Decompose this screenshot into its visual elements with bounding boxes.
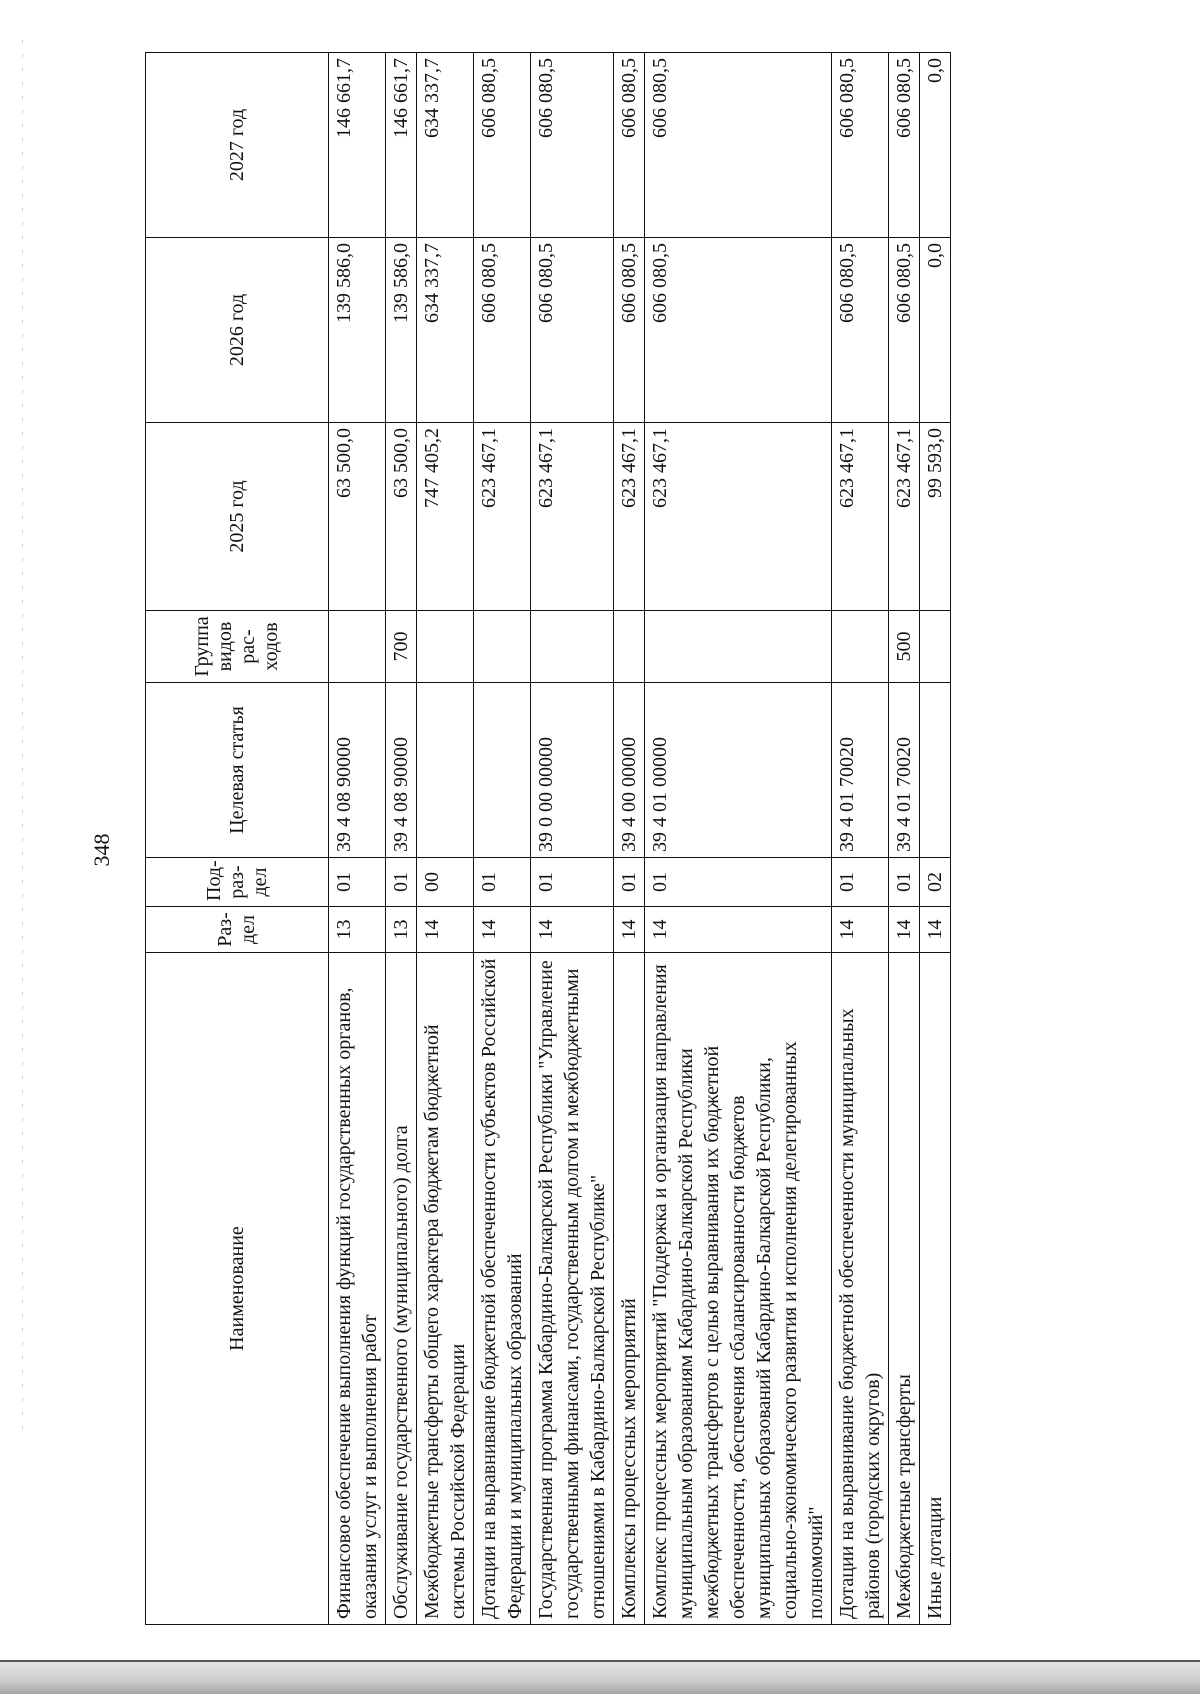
table-row <box>614 53 645 1625</box>
cell-target-article <box>920 683 951 858</box>
cell-section: 14 <box>832 907 889 953</box>
header-subsection: Под-раз-дел <box>146 858 329 907</box>
cell-y2025: 623 467,1 <box>889 423 920 611</box>
cell-expense-group <box>329 611 386 683</box>
cell-target-article <box>474 683 531 858</box>
table-row <box>531 53 614 1625</box>
cell-y2027: 606 080,5 <box>832 53 889 238</box>
cell-y2027: 0,0 <box>920 53 951 238</box>
budget-table <box>145 52 951 1625</box>
cell-name: Межбюджетные трансферты <box>889 953 920 1625</box>
cell-name: Комплекс процессных мероприятий "Поддержка и организация направления муниципальным образованиям Кабардино-Балкарской Республики межбюджетных трансфертов с целью выравнивания их бюджетной обеспеченности, обеспечения сбалансированности бюджетов муниципальных образований Кабардино-Балкарской Республики, социально-экономического развития и исполнения делегированных полномочий" <box>645 953 832 1625</box>
cell-y2027: 146 661,7 <box>386 53 417 238</box>
cell-target-article: 39 4 01 70020 <box>832 683 889 858</box>
cell-y2026: 606 080,5 <box>531 238 614 423</box>
table-row <box>832 53 889 1625</box>
cell-subsection: 01 <box>386 858 417 907</box>
cell-y2027: 146 661,7 <box>329 53 386 238</box>
cell-y2026: 606 080,5 <box>614 238 645 423</box>
cell-target-article: 39 4 08 90000 <box>329 683 386 858</box>
header-target-article: Целевая статья <box>146 683 329 858</box>
cell-subsection: 00 <box>417 858 474 907</box>
rotated-table-container <box>145 53 1045 1625</box>
cell-subsection: 01 <box>531 858 614 907</box>
cell-target-article <box>417 683 474 858</box>
cell-y2025: 623 467,1 <box>531 423 614 611</box>
cell-expense-group <box>832 611 889 683</box>
cell-subsection: 01 <box>889 858 920 907</box>
cell-y2025: 623 467,1 <box>832 423 889 611</box>
cell-section: 14 <box>920 907 951 953</box>
cell-section: 14 <box>474 907 531 953</box>
cell-y2027: 606 080,5 <box>531 53 614 238</box>
cell-target-article: 39 4 00 00000 <box>614 683 645 858</box>
header-2026: 2026 год <box>146 238 329 423</box>
cell-y2025: 747 405,2 <box>417 423 474 611</box>
cell-name: Дотации на выравнивание бюджетной обеспеченности муниципальных районов (городских округов) <box>832 953 889 1625</box>
cell-name: Государственная программа Кабардино-Балкарской Республики "Управление государственными финансами, государственным долгом и межбюджетными отношениями в Кабардино-Балкарской Республике" <box>531 953 614 1625</box>
table-row <box>645 53 832 1625</box>
cell-section: 14 <box>531 907 614 953</box>
cell-name: Финансовое обеспечение выполнения функций государственных органов, оказания услуг и выполнения работ <box>329 953 386 1625</box>
cell-y2026: 606 080,5 <box>645 238 832 423</box>
cell-subsection: 01 <box>614 858 645 907</box>
cell-target-article: 39 4 08 90000 <box>386 683 417 858</box>
cell-expense-group <box>531 611 614 683</box>
cell-y2026: 606 080,5 <box>832 238 889 423</box>
cell-expense-group <box>474 611 531 683</box>
cell-y2027: 606 080,5 <box>645 53 832 238</box>
cell-y2027: 606 080,5 <box>889 53 920 238</box>
cell-section: 14 <box>614 907 645 953</box>
header-2025: 2025 год <box>146 423 329 611</box>
cell-target-article: 39 4 01 70020 <box>889 683 920 858</box>
cell-name: Комплексы процессных мероприятий <box>614 953 645 1625</box>
cell-y2026: 606 080,5 <box>474 238 531 423</box>
cell-name: Обслуживание государственного (муниципального) долга <box>386 953 417 1625</box>
table-row <box>386 53 417 1625</box>
table-header-row <box>146 53 329 1625</box>
cell-expense-group <box>645 611 832 683</box>
header-section: Раз-дел <box>146 907 329 953</box>
scan-edge-bottom <box>0 1660 1200 1694</box>
cell-subsection: 01 <box>832 858 889 907</box>
header-2027: 2027 год <box>146 53 329 238</box>
cell-subsection: 02 <box>920 858 951 907</box>
cell-y2025: 623 467,1 <box>645 423 832 611</box>
table-row <box>889 53 920 1625</box>
cell-section: 14 <box>417 907 474 953</box>
cell-y2027: 606 080,5 <box>474 53 531 238</box>
header-expense-group: Группа видов рас-ходов <box>146 611 329 683</box>
cell-section: 13 <box>329 907 386 953</box>
cell-y2026: 139 586,0 <box>386 238 417 423</box>
cell-name: Межбюджетные трансферты общего характера бюджетам бюджетной системы Российской Федерации <box>417 953 474 1625</box>
cell-expense-group <box>417 611 474 683</box>
cell-y2026: 634 337,7 <box>417 238 474 423</box>
cell-name: Иные дотации <box>920 953 951 1625</box>
cell-expense-group: 500 <box>889 611 920 683</box>
cell-y2025: 63 500,0 <box>329 423 386 611</box>
cell-y2025: 63 500,0 <box>386 423 417 611</box>
cell-target-article: 39 0 00 00000 <box>531 683 614 858</box>
cell-expense-group: 700 <box>386 611 417 683</box>
cell-y2027: 606 080,5 <box>614 53 645 238</box>
cell-name: Дотации на выравнивание бюджетной обеспеченности субъектов Российской Федерации и муниципальных образований <box>474 953 531 1625</box>
cell-y2026: 139 586,0 <box>329 238 386 423</box>
cell-y2026: 0,0 <box>920 238 951 423</box>
cell-y2025: 623 467,1 <box>614 423 645 611</box>
page-number: 348 <box>89 833 114 867</box>
cell-subsection: 01 <box>474 858 531 907</box>
cell-y2025: 623 467,1 <box>474 423 531 611</box>
cell-section: 13 <box>386 907 417 953</box>
cell-expense-group <box>920 611 951 683</box>
cell-expense-group <box>614 611 645 683</box>
cell-y2026: 606 080,5 <box>889 238 920 423</box>
cell-section: 14 <box>645 907 832 953</box>
table-row <box>474 53 531 1625</box>
cell-y2027: 634 337,7 <box>417 53 474 238</box>
table-row <box>920 53 951 1625</box>
cell-target-article: 39 4 01 00000 <box>645 683 832 858</box>
scan-artifact-left <box>22 40 23 1440</box>
cell-subsection: 01 <box>329 858 386 907</box>
table-row <box>417 53 474 1625</box>
cell-subsection: 01 <box>645 858 832 907</box>
cell-section: 14 <box>889 907 920 953</box>
cell-y2025: 99 593,0 <box>920 423 951 611</box>
table-row <box>329 53 386 1625</box>
header-name: Наименование <box>146 953 329 1625</box>
